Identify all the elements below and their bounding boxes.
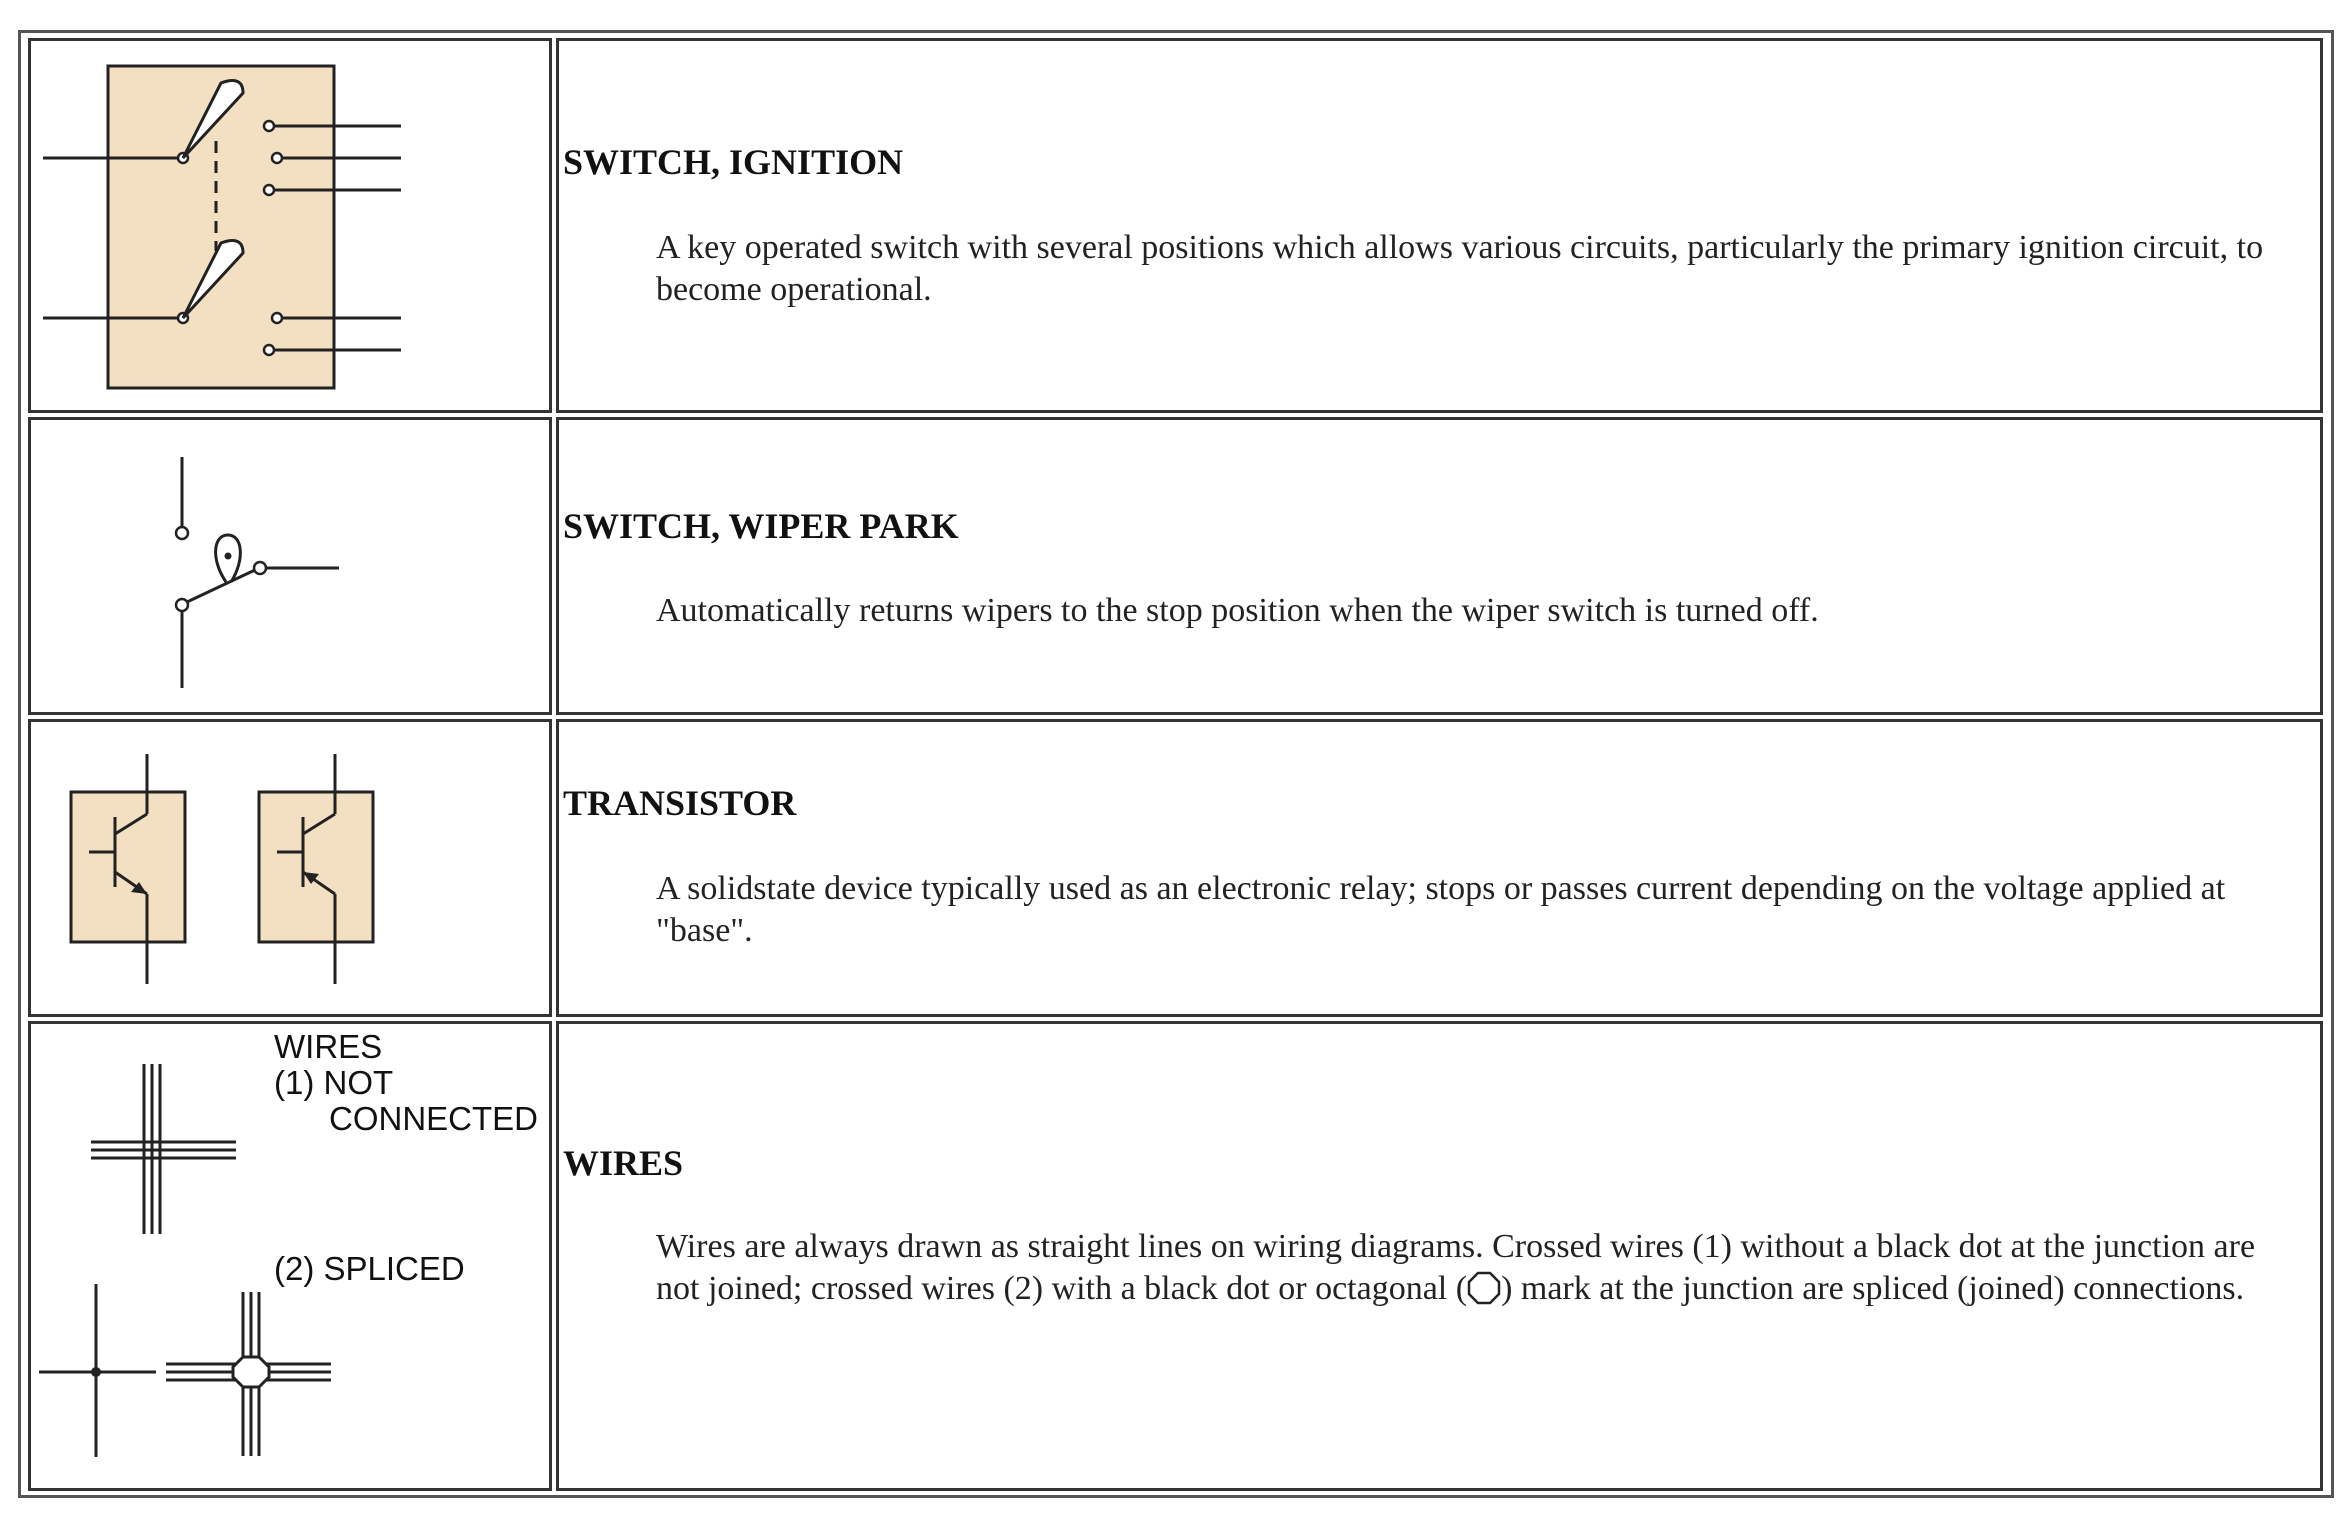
symbol-cell-wires xyxy=(28,1021,552,1491)
symbol-table xyxy=(18,30,2334,1498)
symbol-cell-switch-ignition xyxy=(28,38,552,413)
text-cell-switch-wiper-park xyxy=(556,417,2323,715)
title-switch-ignition: SWITCH, IGNITION xyxy=(563,142,904,182)
description-switch-ignition: A key operated switch with several positions which allows various circuits, particularly the primary ignition circuit, to become operational. xyxy=(656,229,2264,308)
title-switch-wiper-park: SWITCH, WIPER PARK xyxy=(563,506,959,546)
description-transistor: A solidstate device typically used as an electronic relay; stops or passes current depending on the voltage applied at "base". xyxy=(656,870,2226,949)
text-cell-switch-ignition xyxy=(556,38,2323,413)
wires-label-not-connected-2: CONNECTED xyxy=(329,1100,539,1137)
description-wires-part1: Wires are always drawn as straight lines on wiring diagrams. Crossed wires (1) without a black dot at the junction are not joined; crossed wires (2) with a black dot or octagonal ( xyxy=(656,1228,2256,1307)
wires-icon xyxy=(31,1024,551,1489)
description-switch-wiper-park: Automatically returns wipers to the stop position when the wiper switch is turned off. xyxy=(656,592,1819,629)
ignition-switch-icon xyxy=(31,41,551,411)
description-wires-part2: ) mark at the junction are spliced (joined) connections. xyxy=(1501,1270,2245,1307)
text-cell-transistor xyxy=(556,719,2323,1017)
title-transistor: TRANSISTOR xyxy=(563,783,797,823)
symbol-cell-transistor xyxy=(28,719,552,1017)
wires-label-spliced: (2) SPLICED xyxy=(274,1250,465,1287)
octagon-mark-icon xyxy=(1467,1271,1501,1305)
symbol-cell-switch-wiper-park xyxy=(28,417,552,715)
text-cell-wires xyxy=(556,1021,2323,1491)
description-wires xyxy=(656,1226,2306,1310)
transistor-icon xyxy=(31,722,551,1017)
wires-label-heading: WIRES xyxy=(274,1028,383,1065)
wiper-park-switch-icon xyxy=(31,420,551,715)
wires-label-not-connected-1: (1) NOT xyxy=(274,1064,394,1101)
wires-not-connected-icon xyxy=(91,1064,236,1234)
title-wires: WIRES xyxy=(563,1143,684,1183)
